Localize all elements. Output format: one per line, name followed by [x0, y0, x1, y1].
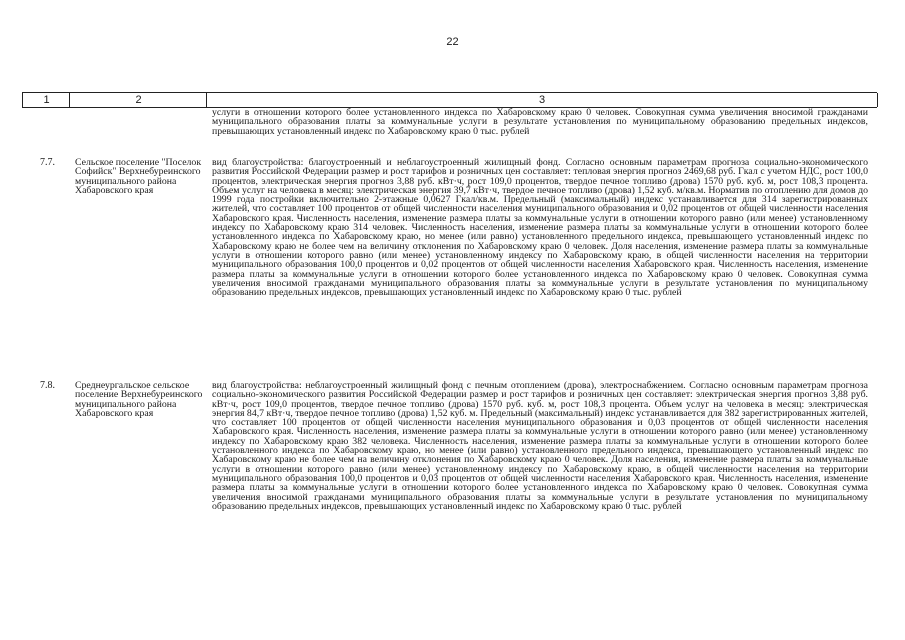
municipality-name: Среднеургальское сельское поселение Верхнебуреинского муниципального района Хабаровского края [75, 380, 203, 419]
column-header-2: 2 [69, 93, 207, 107]
continuation-text: услуги в отношении которого более установленного индекса по Хабаровскому краю 0 человек. Совокупная сумма увеличения вносимой гражданами муниципального образования платы за коммунальные услуги в результате установления по муниципальному образованию предельных индексов, превышающих установленный индекс по Хабаровскому краю 0 тыс. рублей [212, 107, 868, 137]
column-header-1: 1 [22, 93, 70, 107]
row-description: вид благоустройства: благоустроенный и неблагоустроенный жилищный фонд. Согласно основным параметрам прогноза социально-экономического развития Российской Федерации размер и рост тарифов и розничных цен составляет: тепловая энергия прогноз 2469,68 руб. Гкал с учетом НДС, рост 100,0 процентов, электрическая энергия прогноз 3,88 руб. кВт·ч, рост 109,0 процентов, твердое печное топливо (дрова) 1570 руб. куб. м, рост 108,3 процента. Объем услуг на человека в месяц: электрическая энергия 39,7 кВт·ч, твердое печное топливо (дрова) 1,52 куб. м/кв.м. Норматив по отоплению для домов до 1999 года постройки включительно 2-этажные 0,0627 Гкал/кв.м. Предельный (максимальный) индекс устанавливается для 314 зарегистрированных жителей, что составляет 100 процентов от общей численности населения муниципального образования и 0,02 процентов от общей численности населения Хабаровского края. Численность населения, изменение размера платы за коммунальные услуги в отношении которого равно (или менее) установленному индексу по Хабаровскому краю 314 человек. Численность населения, изменение размера платы за коммунальные услуги в отношении которого более установленного индекса по Хабаровскому краю, но менее (или равно) установленного предельного индекса, превышающего установленный индекс по Хабаровскому краю не более чем на величину отклонения по Хабаровскому краю 0 человек. Доля населения, изменение размера платы за коммунальные услуги в отношении которого равно (или менее) установленному индексу по Хабаровскому краю, в общей численности населения на территории муниципального образования 100,0 процентов и 0,02 процентов от общей численности населения Хабаровского края. Численность населения, изменение размера платы за коммунальные услуги в отношении которого более установленного индекса по Хабаровскому краю 0 человек. Совокупная сумма увеличения вносимой гражданами муниципального образования платы за коммунальные услуги в результате установления по муниципальному образованию предельных индексов, превышающих установленный индекс по Хабаровскому краю 0 тыс. рублей [212, 157, 868, 299]
municipality-name: Сельское поселение "Поселок Софийск" Верхнебуреинского муниципального района Хабаровского края [75, 157, 202, 196]
row-number: 7.7. [40, 157, 55, 168]
table-header-row [22, 92, 877, 108]
page-number: 22 [446, 36, 459, 48]
row-description: вид благоустройства: неблагоустроенный жилищный фонд с печным отоплением (дрова), электроснабжением. Согласно основным параметрам прогноза социально-экономического развития Российской Федерации размер и рост тарифов и розничных цен составляет: электрическая энергия прогноз 3,88 руб. кВт·ч, рост 109,0 процентов, твердое печное топливо (дрова) 1570 руб. куб. м, рост 108,3 процента. Объем услуг на человека в месяц: электрическая энергия 84,7 кВт·ч, твердое печное топливо (дрова) 1,52 куб. м. Предельный (максимальный) индекс устанавливается для 382 зарегистрированных жителей, что составляет 100 процентов от общей численности населения муниципального образования и 0,03 процентов от общей численности населения Хабаровского края. Численность населения, изменение размера платы за коммунальные услуги в отношении которого равно (или менее) установленному индексу по Хабаровскому краю 382 человека. Численность населения, изменение размера платы за коммунальные услуги в отношении которого более установленного индекса по Хабаровскому краю, но менее (или равно) установленного предельного индекса, превышающего установленный индекс по Хабаровскому краю не более чем на величину отклонения по Хабаровскому краю 0 человек. Доля населения, изменение размера платы за коммунальные услуги в отношении которого равно (или менее) установленному индексу по Хабаровскому краю, в общей численности населения на территории муниципального образования 100,0 процентов и 0,03 процентов от общей численности населения Хабаровского края. Численность населения, изменение размера платы за коммунальные услуги в отношении которого более установленного индекса по Хабаровскому краю 0 человек. Совокупная сумма увеличения вносимой гражданами муниципального образования платы за коммунальные услуги в результате установления по муниципальному образованию предельных индексов, превышающих установленный индекс по Хабаровскому краю 0 тыс. рублей [212, 380, 868, 512]
column-header-3: 3 [206, 93, 878, 107]
row-number: 7.8. [40, 380, 55, 391]
